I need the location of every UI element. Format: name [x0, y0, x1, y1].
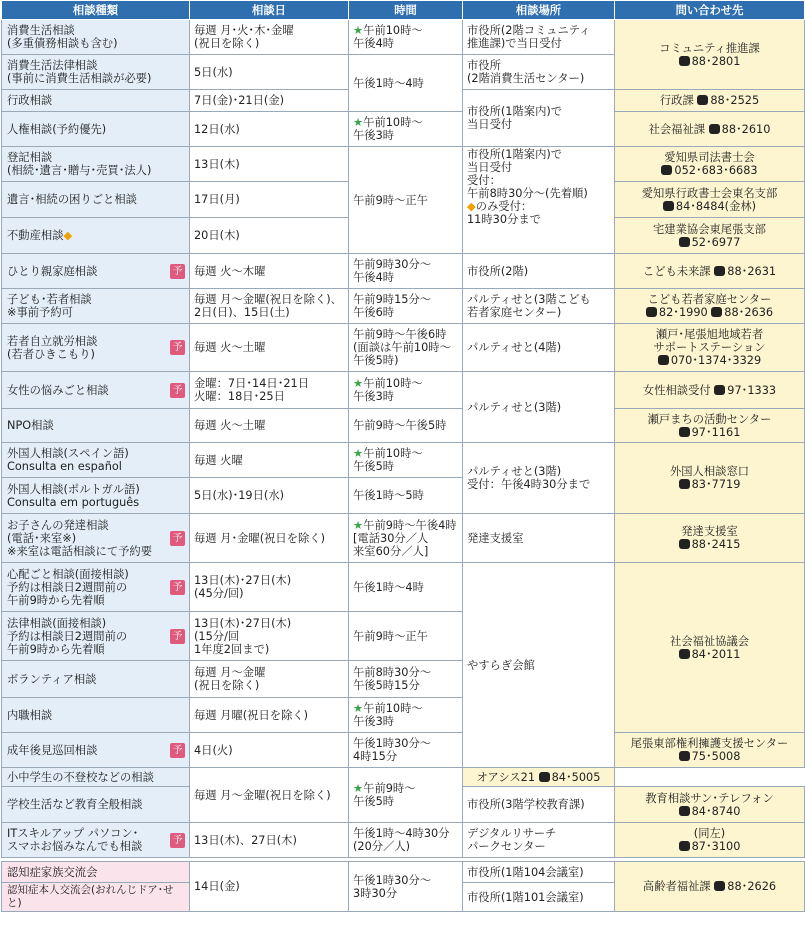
row-time: 午後1時～4時: [349, 563, 463, 612]
row-day: 5日(水)･19日(水): [190, 478, 349, 514]
row-place: 市役所(1階案内)で 当日受付 受付： 午前8時30分～(先着順) ◆のみ受付： 11時30分まで: [463, 147, 615, 254]
row-type: 学校生活など教育全般相談: [2, 787, 190, 823]
row-contact: 愛知県司法書士会 052･683･6683: [615, 147, 805, 182]
phone-icon: [697, 95, 708, 105]
row-time: 午後1時～4時: [349, 55, 463, 112]
row-day: 7日(金)･21日(金): [190, 90, 349, 112]
reservation-badge: 予: [170, 340, 185, 355]
table-row: [2, 862, 805, 883]
table-row: [2, 514, 805, 563]
row-place: デジタルリサーチ パークセンター: [463, 823, 615, 858]
row-time: ★午前9時～午後4時 [電話30分／人 来室60分／人]: [349, 514, 463, 563]
row-day: 13日(木)･27日(木) (45分/回): [190, 563, 349, 612]
phone-icon: [711, 307, 722, 317]
row-type: 心配ごと相談(面接相談) 予約は相談日2週間前の 午前9時から先着順 予: [2, 563, 190, 612]
table-row: [2, 733, 805, 768]
header-contact: 問い合わせ先: [615, 1, 805, 20]
table-row: [2, 823, 805, 858]
phone-icon: [539, 772, 550, 782]
phone-icon: [646, 307, 657, 317]
row-contact: こども若者家庭センター 82･1990 88･2636: [615, 289, 805, 324]
row-contact: コミュニティ推進課 88･2801: [615, 20, 805, 90]
phone-icon: [661, 165, 672, 175]
table-row: [2, 768, 805, 787]
row-day: 4日(火): [190, 733, 349, 768]
reservation-badge: 予: [170, 833, 185, 848]
header-type: 相談種類: [2, 1, 190, 20]
row-place: やすらぎ会館: [463, 563, 615, 768]
phone-icon: [658, 355, 669, 365]
table-row: [2, 147, 805, 182]
table-row: [2, 254, 805, 289]
header-place: 相談場所: [463, 1, 615, 20]
table-row: [2, 20, 805, 55]
row-contact: 発達支援室 88･2415: [615, 514, 805, 563]
row-contact: 教育相談サン･テレフォン 84･8740: [615, 787, 805, 823]
phone-icon: [679, 649, 690, 659]
row-type: お子さんの発達相談 (電話･来室※) ※来室は電話相談にて予約要 予: [2, 514, 190, 563]
diamond-icon: ◆: [63, 229, 73, 242]
row-time: ★午前9時～ 午後5時: [349, 768, 463, 823]
table-row: [2, 112, 805, 147]
row-time: ★午前10時～ 午後3時: [349, 112, 463, 147]
row-contact: 行政課 88･2525: [615, 90, 805, 112]
reservation-badge: 予: [170, 383, 185, 398]
row-type: 内職相談: [2, 698, 190, 733]
row-type: 消費生活相談 (多重債務相談も含む): [2, 20, 190, 55]
reservation-badge: 予: [170, 580, 185, 595]
row-place: 市役所(1階案内)で 当日受付: [463, 90, 615, 147]
star-icon: ★: [353, 447, 364, 460]
star-icon: ★: [353, 702, 364, 715]
row-place: パルティせと(4階): [463, 324, 615, 372]
row-place: 市役所(2階): [463, 254, 615, 289]
row-day: 毎週 火～土曜: [190, 409, 349, 443]
phone-icon: [679, 427, 690, 437]
row-type: 不動産相談◆: [2, 218, 190, 254]
phone-icon: [679, 479, 690, 489]
row-place: パルティせと(3階) 受付：午後4時30分まで: [463, 443, 615, 514]
phone-icon: [679, 841, 690, 851]
row-place: パルティせと(3階こども 若者家庭センター): [463, 289, 615, 324]
row-day: 毎週 火～土曜: [190, 324, 349, 372]
star-icon: ★: [353, 116, 364, 129]
row-contact: (同左) 87･3100: [615, 823, 805, 858]
table-row: [2, 443, 805, 478]
row-time: 午後1時30分～ 4時15分: [349, 733, 463, 768]
row-time: 午前9時～午後5時: [349, 409, 463, 443]
table-row: [2, 409, 805, 443]
table-row: [2, 289, 805, 324]
row-type: 成年後見巡回相談 予: [2, 733, 190, 768]
row-time: ★午前10時～ 午後3時: [349, 372, 463, 409]
phone-icon: [714, 881, 725, 891]
row-type: 子ども･若者相談 ※事前予約可: [2, 289, 190, 324]
row-time: 午前9時15分～ 午後6時: [349, 289, 463, 324]
row-contact: 高齢者福祉課 88･2626: [615, 862, 805, 912]
row-type: 外国人相談(ポルトガル語) Consulta em português: [2, 478, 190, 514]
star-icon: ★: [353, 518, 364, 532]
row-day: 毎週 月～金曜(祝日を除く): [190, 768, 349, 823]
row-contact: 社会福祉協議会 84･2011: [615, 563, 805, 733]
row-day: 毎週 月･金曜(祝日を除く): [190, 514, 349, 563]
reservation-badge: 予: [170, 629, 185, 644]
table-row: [2, 372, 805, 409]
row-place: 市役所 (2階消費生活センター): [463, 55, 615, 90]
row-type: ITスキルアップ パソコン･ スマホお悩みなんでも相談 予: [2, 823, 190, 858]
row-type: 遺言･相続の困りごと相談: [2, 182, 190, 218]
row-time: 午前9時～正午: [349, 147, 463, 254]
star-icon: ★: [353, 782, 364, 795]
phone-icon: [679, 237, 690, 247]
reservation-badge: 予: [170, 531, 185, 546]
row-time: 午前9時～正午: [349, 612, 463, 661]
row-type: 外国人相談(スペイン語) Consulta en español: [2, 443, 190, 478]
header-row: [2, 1, 805, 20]
header-day: 相談日: [190, 1, 349, 20]
phone-icon: [679, 539, 690, 549]
row-day: 毎週 火曜: [190, 443, 349, 478]
header-time: 時間: [349, 1, 463, 20]
row-place: 発達支援室: [463, 514, 615, 563]
row-type: NPO相談: [2, 409, 190, 443]
phone-icon: [679, 56, 690, 66]
row-time: 午後1時30分～ 3時30分: [349, 862, 463, 912]
table-row: [2, 324, 805, 372]
row-day: 13日(木): [190, 147, 349, 182]
row-type: ボランティア相談: [2, 661, 190, 698]
star-icon: ★: [353, 377, 364, 390]
row-contact: 外国人相談窓口 83･7719: [615, 443, 805, 514]
row-type: 登記相談 (相続･遺言･贈与･売買･法人): [2, 147, 190, 182]
row-day: 毎週 月曜(祝日を除く): [190, 698, 349, 733]
row-contact: 社会福祉課 88･2610: [615, 112, 805, 147]
row-time: 午後1時～5時: [349, 478, 463, 514]
row-time: ★午前10時～ 午後5時: [349, 443, 463, 478]
row-type: 若者自立就労相談 (若者ひきこもり) 予: [2, 324, 190, 372]
star-icon: ★: [353, 24, 364, 37]
row-day: 13日(木)･27日(木) (15分/回 1年度2回まで): [190, 612, 349, 661]
phone-icon: [679, 751, 690, 761]
row-day: 毎週 月～金曜 (祝日を除く): [190, 661, 349, 698]
row-type: 消費生活法律相談 (事前に消費生活相談が必要): [2, 55, 190, 90]
row-day: 毎週 火～木曜: [190, 254, 349, 289]
row-type: ひとり親家庭相談 予: [2, 254, 190, 289]
row-contact: 瀬戸まちの活動センター 97･1161: [615, 409, 805, 443]
row-time: 午前9時～午後6時 (面談は午前10時～ 午後5時): [349, 324, 463, 372]
row-type: 小中学生の不登校などの相談: [2, 768, 190, 787]
row-day: 金曜：7日･14日･21日 火曜：18日･25日: [190, 372, 349, 409]
row-day: 14日(金): [190, 862, 349, 912]
phone-icon: [679, 806, 690, 816]
row-place: 市役所(2階コミュニティ 推進課)で当日受付: [463, 20, 615, 55]
row-place: パルティせと(3階): [463, 372, 615, 443]
row-time: 午前8時30分～ 午後5時15分: [349, 661, 463, 698]
row-contact: 瀬戸･尾張旭地域若者 サポートステーション 070･1374･3329: [615, 324, 805, 372]
row-type: 法律相談(面接相談) 予約は相談日2週間前の 午前9時から先着順 予: [2, 612, 190, 661]
row-place: 市役所(1階104会議室): [463, 862, 615, 883]
row-type: 女性の悩みごと相談 予: [2, 372, 190, 409]
phone-icon: [714, 385, 725, 395]
row-type: 人権相談(予約優先): [2, 112, 190, 147]
phone-icon: [709, 124, 720, 134]
row-place: 市役所(1階101会議室): [463, 883, 615, 912]
row-contact: 女性相談受付 97･1333: [615, 372, 805, 409]
row-day: 20日(木): [190, 218, 349, 254]
reservation-badge: 予: [170, 743, 185, 758]
row-contact: 宅建業協会東尾張支部 52･6977: [615, 218, 805, 254]
row-day: 13日(木)、27日(木): [190, 823, 349, 858]
table-row: [2, 563, 805, 612]
row-time: 午後1時～4時30分 (20分／人): [349, 823, 463, 858]
row-time: ★午前10時～ 午後3時: [349, 698, 463, 733]
row-day: 17日(月): [190, 182, 349, 218]
phone-icon: [714, 266, 725, 276]
row-day: 12日(水): [190, 112, 349, 147]
row-contact: こども未来課 88･2631: [615, 254, 805, 289]
row-place: 市役所(3階学校教育課): [463, 787, 615, 823]
diamond-icon: ◆: [467, 200, 476, 213]
row-time: 午前9時30分～ 午後4時: [349, 254, 463, 289]
row-day: 5日(水): [190, 55, 349, 90]
consultation-table: [1, 0, 805, 912]
row-contact: 愛知県行政書士会東名支部 84･8484(金林): [615, 182, 805, 218]
row-type: 認知症本人交流会(おれんじドア･せと): [2, 883, 190, 912]
reservation-badge: 予: [170, 264, 185, 279]
row-day: 毎週 月～金曜(祝日を除く)、 2日(日)、15日(土): [190, 289, 349, 324]
row-day: 毎週 月･火･木･金曜 (祝日を除く): [190, 20, 349, 55]
row-time: ★午前10時～ 午後4時: [349, 20, 463, 55]
phone-icon: [663, 201, 674, 211]
row-type: 認知症家族交流会: [2, 862, 190, 883]
row-contact: 尾張東部権利擁護支援センター 75･5008: [615, 733, 805, 768]
row-contact: オアシス21 84･5005: [463, 768, 615, 787]
row-type: 行政相談: [2, 90, 190, 112]
